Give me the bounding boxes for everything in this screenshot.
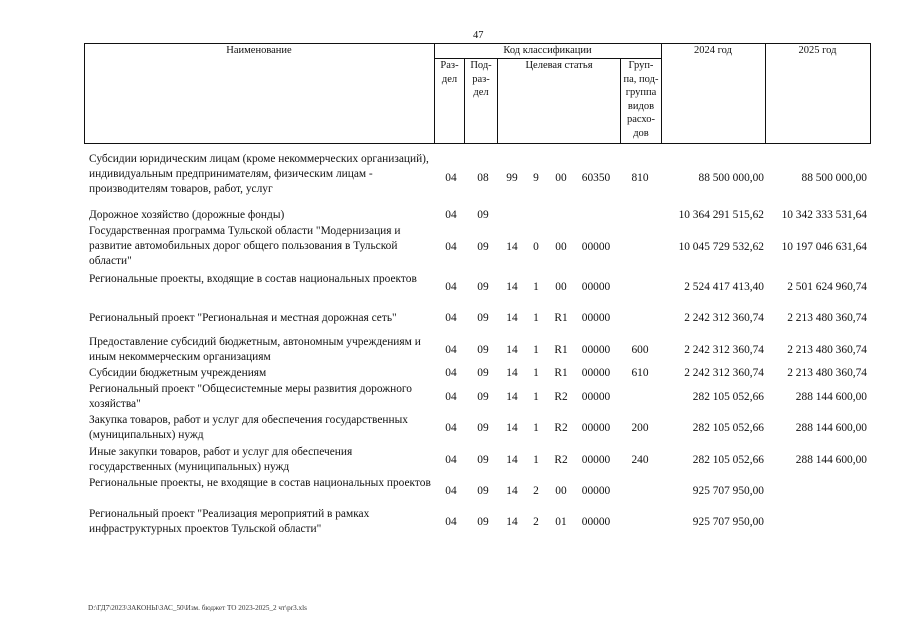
row-podrazdel: 08 [477, 172, 489, 184]
row-cs1: 14 [506, 281, 518, 293]
row-name: Государственная программа Тульской области "Модернизация и развитие автомобильных дорог общего пользования в Тульской области" [89, 225, 401, 267]
row-razdel: 04 [445, 485, 457, 497]
table-header [84, 43, 871, 144]
row-cs1: 99 [506, 172, 518, 184]
header-expense-line: Груп- [628, 60, 654, 71]
row-razdel: 04 [445, 209, 457, 221]
header-section [435, 59, 464, 86]
header-divider [661, 43, 662, 144]
row-podrazdel: 09 [477, 391, 489, 403]
row-cs4: 60350 [581, 172, 611, 184]
row-vr: 810 [631, 172, 649, 184]
row-cs1: 14 [506, 422, 518, 434]
row-cs4: 00000 [581, 485, 611, 497]
row-2025: 288 144 600,00 [795, 454, 867, 466]
row-2024: 2 242 312 360,74 [684, 312, 764, 324]
header-subsection-line: раз- [472, 73, 490, 85]
row-2024: 10 364 291 515,62 [678, 209, 764, 221]
row-cs2: 1 [533, 391, 539, 403]
row-2025: 10 197 046 631,64 [781, 241, 867, 253]
row-cs3: 01 [555, 516, 567, 528]
row-cs4: 00000 [581, 367, 611, 379]
row-2025: 2 501 624 960,74 [787, 281, 867, 293]
row-name: Дорожное хозяйство (дорожные фонды) [89, 209, 285, 221]
row-name: Субсидии юридическим лицам (кроме некоммерческих организаций), индивидуальным предпринимателям, физическим лицам - производителям товаров, работ, услуг [89, 153, 429, 195]
row-name: Региональные проекты, входящие в состав национальных проектов [89, 273, 417, 285]
row-cs4: 00000 [581, 241, 611, 253]
row-cs3: R2 [554, 391, 568, 403]
row-razdel: 04 [445, 312, 457, 324]
row-2025: 88 500 000,00 [801, 172, 867, 184]
row-podrazdel: 09 [477, 516, 489, 528]
row-razdel: 04 [445, 241, 457, 253]
row-podrazdel: 09 [477, 454, 489, 466]
row-2025: 2 213 480 360,74 [787, 344, 867, 356]
row-2024: 925 707 950,00 [692, 516, 764, 528]
row-vr: 240 [631, 454, 649, 466]
row-cs3: 00 [555, 281, 567, 293]
row-podrazdel: 09 [477, 485, 489, 497]
row-cs1: 14 [506, 391, 518, 403]
row-podrazdel: 09 [477, 312, 489, 324]
header-year-2024: 2024 год [694, 45, 732, 56]
row-cs3: R1 [554, 367, 568, 379]
row-name: Предоставление субсидий бюджетным, автономным учреждениям и иным некоммерческим организациям [89, 336, 421, 363]
row-cs4: 00000 [581, 281, 611, 293]
row-2024: 2 242 312 360,74 [684, 344, 764, 356]
row-2024: 282 105 052,66 [692, 391, 764, 403]
row-cs1: 14 [506, 312, 518, 324]
row-razdel: 04 [445, 422, 457, 434]
row-podrazdel: 09 [477, 281, 489, 293]
row-cs4: 00000 [581, 516, 611, 528]
row-name: Региональный проект "Общесистемные меры развития дорожного хозяйства" [89, 383, 412, 410]
header-expense-line: группа [625, 87, 657, 99]
row-2024: 10 045 729 532,62 [678, 241, 764, 253]
row-cs3: R1 [554, 344, 568, 356]
row-razdel: 04 [445, 281, 457, 293]
row-2024: 925 707 950,00 [692, 485, 764, 497]
header-expense-line: па, под- [623, 73, 659, 85]
row-cs4: 00000 [581, 422, 611, 434]
footer-file-path: D:\ГД7\2023\ЗАКОНЫ\ЗАС_50\Изм. бюджет ТО 2023-2025_2 чт\pr3.xls [88, 604, 307, 612]
row-cs1: 14 [506, 241, 518, 253]
header-subsection-line: дел [473, 87, 489, 99]
row-cs3: 00 [555, 485, 567, 497]
row-cs1: 14 [506, 367, 518, 379]
header-section-line: Раз- [440, 60, 459, 71]
row-cs3: 00 [555, 172, 567, 184]
header-subsection [465, 59, 497, 100]
header-bottom-border [84, 143, 871, 144]
header-expense-line: дов [633, 127, 649, 139]
row-cs4: 00000 [581, 344, 611, 356]
row-2024: 2 524 417 413,40 [684, 281, 764, 293]
header-expense-line: видов [627, 100, 655, 112]
row-cs4: 00000 [581, 454, 611, 466]
row-2025: 288 144 600,00 [795, 422, 867, 434]
row-cs2: 1 [533, 344, 539, 356]
page-number: 47 [473, 30, 484, 41]
row-2025: 2 213 480 360,74 [787, 367, 867, 379]
header-name: Наименование [226, 45, 292, 56]
row-cs4: 00000 [581, 312, 611, 324]
row-cs2: 2 [533, 485, 539, 497]
row-cs3: R1 [554, 312, 568, 324]
row-name: Закупка товаров, работ и услуг для обеспечения государственных (муниципальных) нужд [89, 414, 408, 441]
row-2024: 88 500 000,00 [698, 172, 764, 184]
header-right-border [870, 43, 871, 144]
header-divider [765, 43, 766, 144]
row-vr: 610 [631, 367, 649, 379]
row-2025: 2 213 480 360,74 [787, 312, 867, 324]
row-cs2: 1 [533, 422, 539, 434]
row-2024: 282 105 052,66 [692, 422, 764, 434]
row-cs1: 14 [506, 344, 518, 356]
row-cs3: 00 [555, 241, 567, 253]
row-2024: 282 105 052,66 [692, 454, 764, 466]
header-year-2025: 2025 год [798, 45, 837, 56]
row-cs2: 9 [533, 172, 539, 184]
row-cs4: 00000 [581, 391, 611, 403]
row-razdel: 04 [445, 344, 457, 356]
row-podrazdel: 09 [477, 344, 489, 356]
row-podrazdel: 09 [477, 241, 489, 253]
row-podrazdel: 09 [477, 367, 489, 379]
row-razdel: 04 [445, 172, 457, 184]
row-name: Региональный проект "Региональная и местная дорожная сеть" [89, 312, 397, 324]
row-name: Субсидии бюджетным учреждениям [89, 367, 267, 379]
row-cs2: 0 [533, 241, 539, 253]
row-cs2: 1 [533, 281, 539, 293]
row-cs1: 14 [506, 454, 518, 466]
row-razdel: 04 [445, 516, 457, 528]
row-podrazdel: 09 [477, 209, 489, 221]
row-cs2: 2 [533, 516, 539, 528]
row-2025: 10 342 333 531,64 [781, 209, 867, 221]
row-razdel: 04 [445, 454, 457, 466]
row-podrazdel: 09 [477, 422, 489, 434]
header-section-line: дел [441, 73, 458, 85]
header-code-group: Код классификации [503, 45, 592, 56]
row-name: Региональные проекты, не входящие в состав национальных проектов [89, 477, 431, 489]
row-2025: 288 144 600,00 [795, 391, 867, 403]
row-2024: 2 242 312 360,74 [684, 367, 764, 379]
row-name: Иные закупки товаров, работ и услуг для обеспечения государственных (муниципальных) нужд [89, 446, 353, 473]
row-cs2: 1 [533, 367, 539, 379]
row-razdel: 04 [445, 367, 457, 379]
row-cs1: 14 [506, 516, 518, 528]
row-vr: 600 [631, 344, 649, 356]
header-subsection-line: Под- [470, 60, 492, 71]
row-cs3: R2 [554, 422, 568, 434]
header-target-item: Целевая статья [525, 60, 593, 71]
header-expense-type [621, 59, 661, 141]
row-razdel: 04 [445, 391, 457, 403]
header-expense-line: расхо- [626, 114, 656, 126]
row-cs1: 14 [506, 485, 518, 497]
row-name: Региональный проект "Реализация мероприятий в рамках инфраструктурных проектов Тульской области" [89, 508, 370, 535]
header-left-border [84, 43, 85, 144]
row-cs2: 1 [533, 312, 539, 324]
row-cs3: R2 [554, 454, 568, 466]
row-cs2: 1 [533, 454, 539, 466]
row-vr: 200 [631, 422, 649, 434]
